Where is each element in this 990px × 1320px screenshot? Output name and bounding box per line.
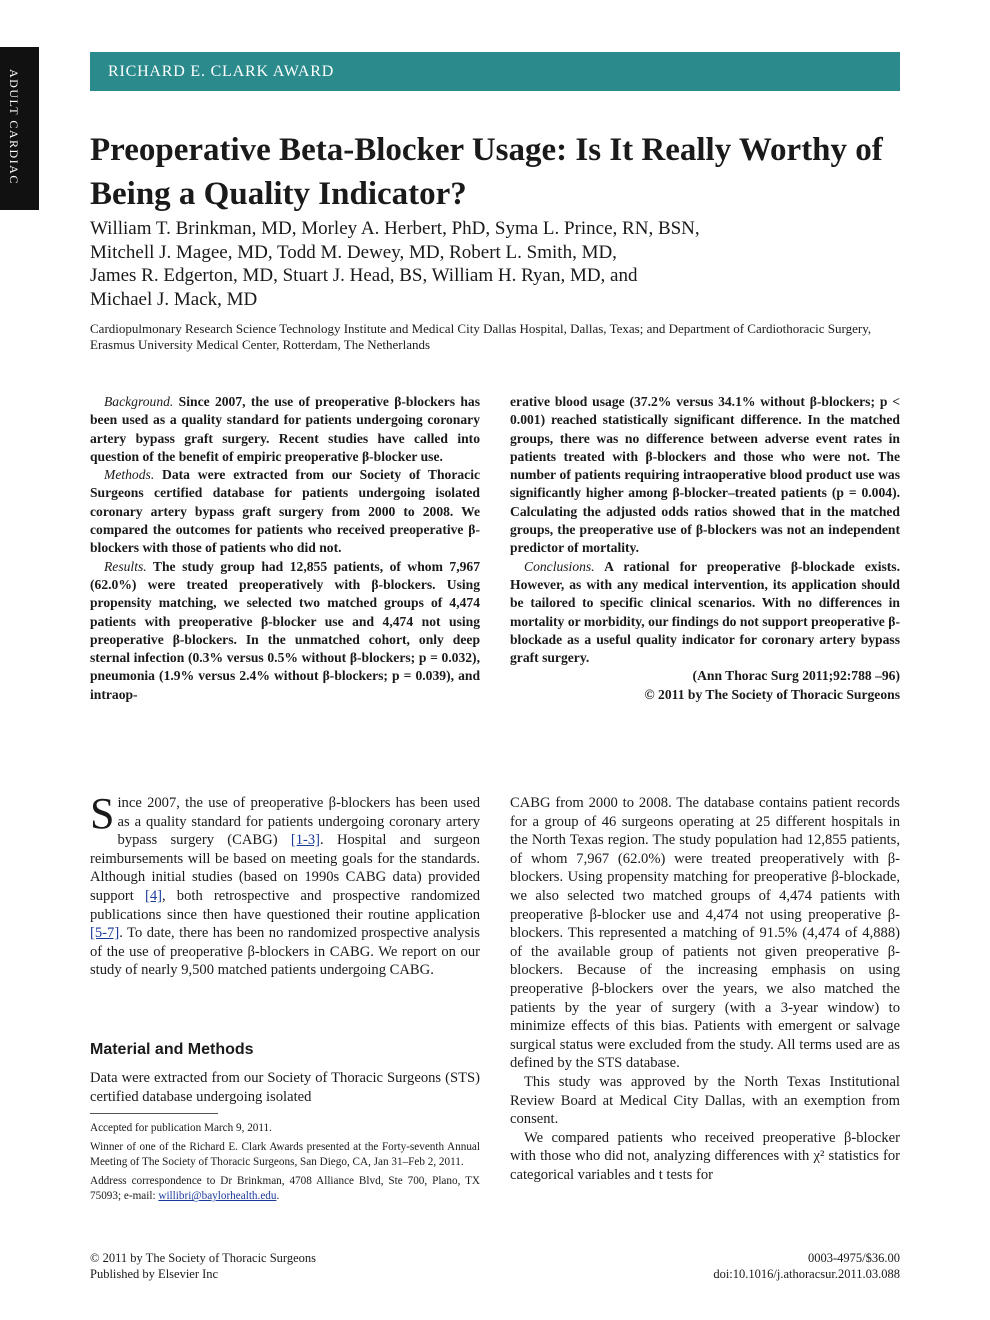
- background-label: Background.: [104, 394, 174, 409]
- abstract-results-continued: erative blood usage (37.2% versus 34.1% without β-blockers; p < 0.001) reached statistically significant difference. In the matched groups, there was no difference between adverse event rates in patients treated with β-blockers and those who were not. The number of patients requiring intraoperative blood product use was significantly higher among β-blocker–treated patients (p = 0.004). Calculating the adjusted odds ratios showed that in the matched groups, the preoperative use of β-blockers was not an independent predictor of mortality.: [510, 394, 900, 556]
- conclusions-text: A rational for preoperative β-blockade exists. However, as with any medical intervention, its application should be tailored to specific clinical scenarios. With no differences in mortality or morbidity, our findings do not support preoperative β-blockade as a useful quality indicator for coronary artery bypass graft surgery.: [510, 558, 900, 666]
- drop-cap: S: [90, 789, 115, 838]
- intro-text: . To date, there has been no randomized prospective analysis of the use of preoperative β-blockers in CABG. We report on our study of nearly 9,500 matched patients undergoing CABG.: [90, 925, 480, 979]
- abstract-right-column: [510, 393, 900, 704]
- methods-text: Data were extracted from our Society of Thoracic Surgeons certified database for patients undergoing isolated coronary artery bypass graft surgery from 2000 to 2008. We compared the outcomes for patients who received preoperative β-blockers with those of patients who did not.: [90, 467, 480, 556]
- accepted-note: Accepted for publication March 9, 2011.: [90, 1122, 272, 1134]
- banner-label: RICHARD E. CLARK AWARD: [108, 63, 335, 80]
- methods-right-column: [510, 794, 900, 1184]
- footer-right: [713, 1251, 900, 1282]
- intro-paragraph: [90, 789, 480, 980]
- address-note: [90, 1174, 480, 1205]
- results-label: Results.: [104, 558, 147, 574]
- abstract-methods: [90, 466, 480, 557]
- intro-text: , both retrospective and prospective randomized publications since then have questioned their routine application: [90, 887, 480, 923]
- email-link[interactable]: willibri@baylorhealth.edu: [158, 1190, 277, 1203]
- address-text: Address correspondence to Dr Brinkman, 4708 Alliance Blvd, Ste 700, Plano, TX 75093; e-mail:: [90, 1174, 480, 1203]
- footnotes: [90, 1121, 480, 1208]
- abstract-copyright: © 2011 by The Society of Thoracic Surgeons: [644, 686, 900, 702]
- award-banner: [90, 52, 900, 91]
- section-side-tab: [0, 47, 39, 210]
- footer-copyright: © 2011 by The Society of Thoracic Surgeons: [90, 1251, 317, 1265]
- intro-column: [90, 789, 480, 980]
- section-heading: Material and Methods: [90, 1041, 254, 1058]
- side-tab-label: ADULT CARDIAC: [7, 69, 21, 185]
- footer-price: 0003-4975/$36.00: [807, 1251, 900, 1265]
- conclusions-label: Conclusions.: [524, 558, 595, 574]
- methods-paragraph: We compared patients who received preoperative β-blocker with those who did not, analyzing differences with χ² statistics for categorical variables and t tests for: [510, 1129, 900, 1183]
- address-end: .: [276, 1190, 280, 1203]
- award-note: Winner of one of the Richard E. Clark Awards presented at the Forty-seventh Annual Meeting of The Society of Thoracic Surgeons, San Diego, CA, Jan 31–Feb 2, 2011.: [90, 1140, 480, 1169]
- author-line: Mitchell J. Magee, MD, Todd M. Dewey, MD, Robert L. Smith, MD,: [90, 241, 617, 263]
- methods-paragraph: Data were extracted from our Society of Thoracic Surgeons (STS) certified database undergoing isolated: [90, 1070, 480, 1105]
- methods-label: Methods.: [104, 467, 155, 483]
- methods-paragraph: CABG from 2000 to 2008. The database contains patient records for a group of 46 surgeons operating at 25 different hospitals in the North Texas region. The study population had 12,855 patients, of whom 7,967 (62.0%) were treated preoperatively with β-blockers. Using propensity matching for preoperative β-blockade, we also selected two matched groups of 4,474 patients with preoperative β-blocker use and 4,474 not using preoperative β-blockers. This represented a matching of 91.5% (4,474 of 4,888) of the available group of patients not given preoperative β-blockers. Because of the increasing emphasis on using preoperative β-blockers over the years, we also matched the patients by the year of surgery (with a 3-year window) to minimize effects of this bias. Patients with emergent or salvage surgical status were excluded from the study. All terms used are as defined by the STS database.: [510, 795, 900, 1072]
- citation: (Ann Thorac Surg 2011;92:788 –96): [692, 668, 900, 684]
- results-text: The study group had 12,855 patients, of whom 7,967 (62.0%) were treated preoperatively with β-blockers. Using propensity matching, we selected two matched groups of 4,474 patients with preoperative β-blocker use and 4,474 not using preoperative β-blockers. In the unmatched cohort, only deep sternal infection (0.3% versus 0.5% without β-blockers; p = 0.032), pneumonia (1.9% versus 2.4% without β-blockers; p = 0.039), and intraop-: [90, 558, 480, 702]
- affiliation: Cardiopulmonary Research Science Technology Institute and Medical City Dallas Hospital, Dallas, Texas; and Department of Cardiothoracic Surgery, Erasmus University Medical Center, Rotterdam, The Netherlands: [90, 321, 872, 352]
- abstract-background: [90, 393, 480, 466]
- methods-paragraph: This study was approved by the North Texas Institutional Review Board at Medical City Dallas, with an exemption from consent.: [510, 1073, 900, 1128]
- author-line: William T. Brinkman, MD, Morley A. Herbert, PhD, Syma L. Prince, RN, BSN,: [90, 218, 700, 239]
- reference-link[interactable]: [1-3]: [290, 832, 321, 849]
- reference-link[interactable]: [5-7]: [90, 925, 120, 942]
- background-text: Since 2007, the use of preoperative β-blockers has been used as a quality standard for patients undergoing coronary artery bypass graft surgery. Recent studies have called into question of the benefit of empiric preoperative β-blocker use.: [90, 394, 480, 464]
- reference-link[interactable]: [4]: [144, 887, 162, 904]
- intro-text: ince 2007, the use of preoperative β-blockers has been used as a quality standard for patients undergoing coronary artery bypass surgery (CABG): [117, 795, 480, 849]
- footer-publisher: Published by Elsevier Inc: [90, 1266, 219, 1281]
- author-line: James R. Edgerton, MD, Stuart J. Head, BS, William H. Ryan, MD, and: [90, 265, 638, 286]
- abstract-left-column: [90, 393, 480, 704]
- article-title: Preoperative Beta-Blocker Usage: Is It Really Worthy of Being a Quality Indicator?: [90, 132, 883, 212]
- author-line: Michael J. Mack, MD: [90, 288, 258, 310]
- footnote-divider: [90, 1113, 218, 1114]
- abstract-conclusions: [510, 558, 900, 668]
- author-list: [90, 217, 890, 311]
- intro-text: . Hospital and surgeon reimbursements will be based on meeting goals for the standards. Although initial studies (based on 1990s CABG data) provided support: [90, 832, 480, 904]
- footer-left: [90, 1251, 316, 1282]
- footer-doi: doi:10.1016/j.athoracsur.2011.03.088: [713, 1266, 900, 1281]
- abstract-results: [90, 558, 480, 704]
